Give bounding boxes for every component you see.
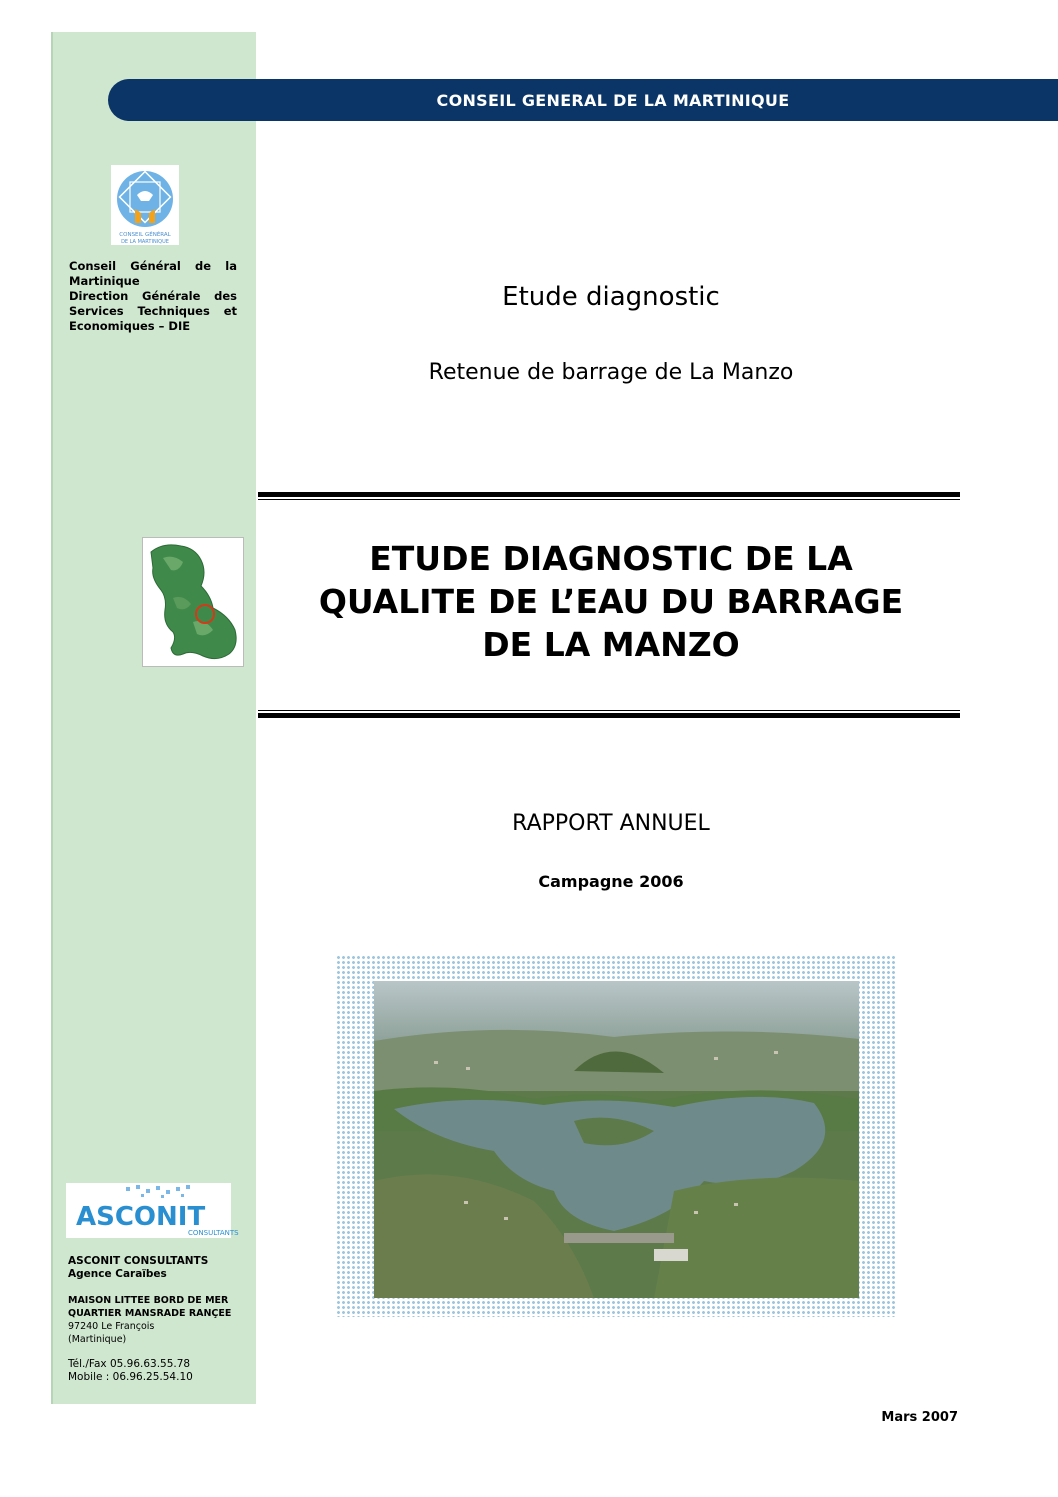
document-location: Retenue de barrage de La Manzo bbox=[428, 360, 794, 385]
consultant-agency: Agence Caraïbes bbox=[68, 1268, 167, 1280]
document-subtitle: Etude diagnostic bbox=[502, 282, 720, 312]
aerial-dam-photo bbox=[374, 981, 859, 1298]
main-title bbox=[256, 537, 966, 666]
header-banner bbox=[108, 79, 1058, 121]
address-line-1: MAISON LITTEE BORD DE MER bbox=[68, 1295, 229, 1306]
title-rule-top-thin bbox=[258, 499, 960, 500]
consultant-mobile: Mobile : 06.96.25.54.10 bbox=[68, 1371, 193, 1383]
address-city: 97240 Le François bbox=[68, 1321, 155, 1332]
org-name: Conseil Général de la Martinique bbox=[69, 259, 237, 288]
consultant-header bbox=[68, 1255, 248, 1281]
title-rule-top bbox=[258, 492, 960, 497]
conseil-general-logo bbox=[111, 165, 179, 245]
title-rule-bottom-thin bbox=[258, 710, 960, 711]
consultant-address bbox=[68, 1294, 248, 1346]
consultant-name: ASCONIT CONSULTANTS bbox=[68, 1255, 209, 1267]
address-region: (Martinique) bbox=[68, 1334, 127, 1345]
title-rule-bottom bbox=[258, 713, 960, 718]
martinique-map bbox=[142, 537, 244, 667]
asconit-logo bbox=[66, 1183, 239, 1238]
campaign-year: Campagne 2006 bbox=[538, 872, 684, 891]
sidebar-organization bbox=[69, 259, 237, 334]
svg-text:CONSULTANTS: CONSULTANTS bbox=[188, 1229, 239, 1237]
report-type: RAPPORT ANNUEL bbox=[512, 811, 710, 836]
banner-title: CONSEIL GENERAL DE LA MARTINIQUE bbox=[436, 90, 790, 110]
consultant-phone: Tél./Fax 05.96.63.55.78 bbox=[68, 1358, 191, 1370]
main-title-line-3: DE LA MANZO bbox=[482, 625, 740, 664]
svg-text:ASCONIT: ASCONIT bbox=[76, 1202, 206, 1232]
consultant-contact bbox=[68, 1358, 248, 1384]
svg-text:DE LA MARTINIQUE: DE LA MARTINIQUE bbox=[121, 239, 169, 245]
main-title-line-2: QUALITE DE L’EAU DU BARRAGE bbox=[318, 582, 904, 621]
address-line-2: QUARTIER MANSRADE RANÇEE bbox=[68, 1308, 232, 1319]
document-date: Mars 2007 bbox=[881, 1410, 958, 1425]
org-department: Direction Générale des Services Techniques et Economiques – DIE bbox=[69, 289, 237, 333]
svg-text:CONSEIL GÉNÉRAL: CONSEIL GÉNÉRAL bbox=[119, 232, 171, 238]
main-title-line-1: ETUDE DIAGNOSTIC DE LA bbox=[369, 539, 853, 578]
